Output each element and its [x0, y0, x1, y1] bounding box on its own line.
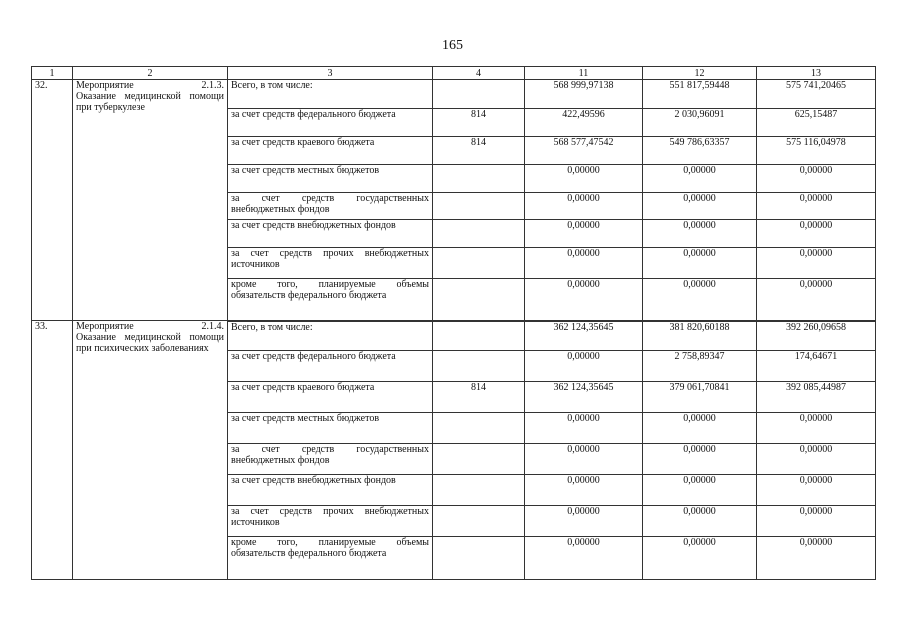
- value-col-13: 0,00000: [757, 475, 876, 506]
- column-header: 2: [73, 67, 228, 80]
- table-row: [32, 321, 876, 351]
- value-col-13: 575 116,04978: [757, 137, 876, 165]
- value-col-13: 0,00000: [757, 537, 876, 580]
- value-col-11: 0,00000: [525, 444, 643, 475]
- column-header: 3: [228, 67, 433, 80]
- value-col-11: 0,00000: [525, 475, 643, 506]
- value-col-13: 0,00000: [757, 279, 876, 321]
- funding-source-line: кроме того, планируемые объемы: [231, 537, 429, 548]
- funding-source-line: за счет средств местных бюджетов: [231, 413, 380, 424]
- value-col-11: 0,00000: [525, 165, 643, 193]
- funding-source: [228, 321, 433, 351]
- value-col-13: 575 741,20465: [757, 80, 876, 109]
- funding-source: [228, 351, 433, 382]
- column-header: 1: [32, 67, 73, 80]
- entry-name-text: Оказание медицинской помощи при психических заболеваниях: [76, 332, 224, 354]
- value-col-11: 568 999,97138: [525, 80, 643, 109]
- funding-source-line: за счет средств внебюджетных фондов: [231, 475, 396, 486]
- value-col-12: 549 786,63357: [643, 137, 757, 165]
- value-col-11: 568 577,47542: [525, 137, 643, 165]
- entry-index: 32.: [32, 80, 73, 321]
- budget-code: 814: [433, 382, 525, 413]
- value-col-11: 0,00000: [525, 248, 643, 279]
- budget-code: [433, 220, 525, 248]
- funding-source: [228, 248, 433, 279]
- value-col-11: 0,00000: [525, 193, 643, 220]
- budget-code: [433, 444, 525, 475]
- funding-source-line: внебюджетных фондов: [231, 204, 330, 215]
- funding-source-line: Всего, в том числе:: [231, 80, 313, 91]
- column-header: 13: [757, 67, 876, 80]
- budget-code: [433, 193, 525, 220]
- funding-source: [228, 537, 433, 580]
- column-number-row: [32, 67, 876, 80]
- funding-source-line: Всего, в том числе:: [231, 321, 313, 333]
- funding-source: [228, 279, 433, 321]
- funding-source: [228, 413, 433, 444]
- budget-code: [433, 80, 525, 109]
- budget-code: [433, 321, 525, 351]
- value-col-12: 0,00000: [643, 537, 757, 580]
- value-col-13: 174,64671: [757, 351, 876, 382]
- funding-source: [228, 444, 433, 475]
- value-col-13: 0,00000: [757, 444, 876, 475]
- column-header: 12: [643, 67, 757, 80]
- budget-code: [433, 475, 525, 506]
- value-col-12: 2 030,96091: [643, 109, 757, 137]
- value-col-12: 381 820,60188: [643, 321, 757, 351]
- entry-name: [73, 80, 228, 321]
- funding-source-line: внебюджетных фондов: [231, 455, 330, 466]
- funding-source: [228, 165, 433, 193]
- funding-source-line: кроме того, планируемые объемы: [231, 279, 429, 290]
- value-col-11: 0,00000: [525, 413, 643, 444]
- value-col-11: 0,00000: [525, 537, 643, 580]
- value-col-13: 0,00000: [757, 248, 876, 279]
- funding-source: [228, 220, 433, 248]
- value-col-12: 0,00000: [643, 413, 757, 444]
- funding-source-line: обязательств федерального бюджета: [231, 548, 387, 559]
- funding-source: [228, 80, 433, 109]
- value-col-12: 0,00000: [643, 165, 757, 193]
- column-header: 4: [433, 67, 525, 80]
- value-col-12: 379 061,70841: [643, 382, 757, 413]
- funding-source-line: за счет средств прочих внебюджетных: [231, 248, 429, 259]
- value-col-12: 0,00000: [643, 506, 757, 537]
- page-number: 165: [442, 38, 463, 53]
- budget-table: [31, 66, 876, 580]
- table-row: [32, 80, 876, 109]
- value-col-11: 422,49596: [525, 109, 643, 137]
- value-col-11: 362 124,35645: [525, 382, 643, 413]
- value-col-11: 362 124,35645: [525, 321, 643, 351]
- value-col-13: 0,00000: [757, 193, 876, 220]
- value-col-12: 2 758,89347: [643, 351, 757, 382]
- entry-index: 33.: [32, 321, 73, 580]
- value-col-13: 392 260,09658: [757, 321, 876, 351]
- funding-source-line: за счет средств местных бюджетов: [231, 165, 380, 176]
- funding-source-line: источников: [231, 517, 280, 528]
- value-col-13: 625,15487: [757, 109, 876, 137]
- table-body: [32, 80, 876, 580]
- funding-source: [228, 506, 433, 537]
- budget-code: [433, 279, 525, 321]
- value-col-13: 0,00000: [757, 220, 876, 248]
- value-col-13: 0,00000: [757, 165, 876, 193]
- budget-code: 814: [433, 109, 525, 137]
- funding-source-line: за счет средств государственных: [231, 193, 429, 204]
- funding-source-line: за счет средств государственных: [231, 444, 429, 455]
- column-header: 11: [525, 67, 643, 80]
- value-col-12: 551 817,59448: [643, 80, 757, 109]
- entry-name-title: Мероприятие 2.1.4.: [76, 321, 224, 332]
- funding-source: [228, 137, 433, 165]
- value-col-13: 392 085,44987: [757, 382, 876, 413]
- funding-source-line: за счет средств федерального бюджета: [231, 351, 396, 362]
- value-col-11: 0,00000: [525, 506, 643, 537]
- value-col-13: 0,00000: [757, 506, 876, 537]
- entry-name-text: Оказание медицинской помощи при туберкулезе: [76, 91, 224, 113]
- funding-source: [228, 109, 433, 137]
- funding-source-line: за счет средств краевого бюджета: [231, 137, 375, 148]
- funding-source: [228, 193, 433, 220]
- funding-source-line: за счет средств федерального бюджета: [231, 109, 396, 120]
- budget-code: [433, 537, 525, 580]
- value-col-12: 0,00000: [643, 248, 757, 279]
- budget-code: [433, 413, 525, 444]
- value-col-12: 0,00000: [643, 279, 757, 321]
- value-col-11: 0,00000: [525, 279, 643, 321]
- budget-code: [433, 248, 525, 279]
- budget-code: [433, 165, 525, 193]
- budget-code: [433, 506, 525, 537]
- entry-name-title: Мероприятие 2.1.3.: [76, 80, 224, 91]
- value-col-11: 0,00000: [525, 220, 643, 248]
- funding-source-line: за счет средств внебюджетных фондов: [231, 220, 396, 231]
- value-col-13: 0,00000: [757, 413, 876, 444]
- funding-source-line: источников: [231, 259, 280, 270]
- value-col-12: 0,00000: [643, 220, 757, 248]
- value-col-12: 0,00000: [643, 475, 757, 506]
- value-col-12: 0,00000: [643, 193, 757, 220]
- value-col-11: 0,00000: [525, 351, 643, 382]
- funding-source: [228, 475, 433, 506]
- entry-name: [73, 321, 228, 580]
- funding-source: [228, 382, 433, 413]
- budget-code: 814: [433, 137, 525, 165]
- funding-source-line: обязательств федерального бюджета: [231, 290, 387, 301]
- funding-source-line: за счет средств краевого бюджета: [231, 382, 375, 393]
- funding-source-line: за счет средств прочих внебюджетных: [231, 506, 429, 517]
- value-col-12: 0,00000: [643, 444, 757, 475]
- budget-code: [433, 351, 525, 382]
